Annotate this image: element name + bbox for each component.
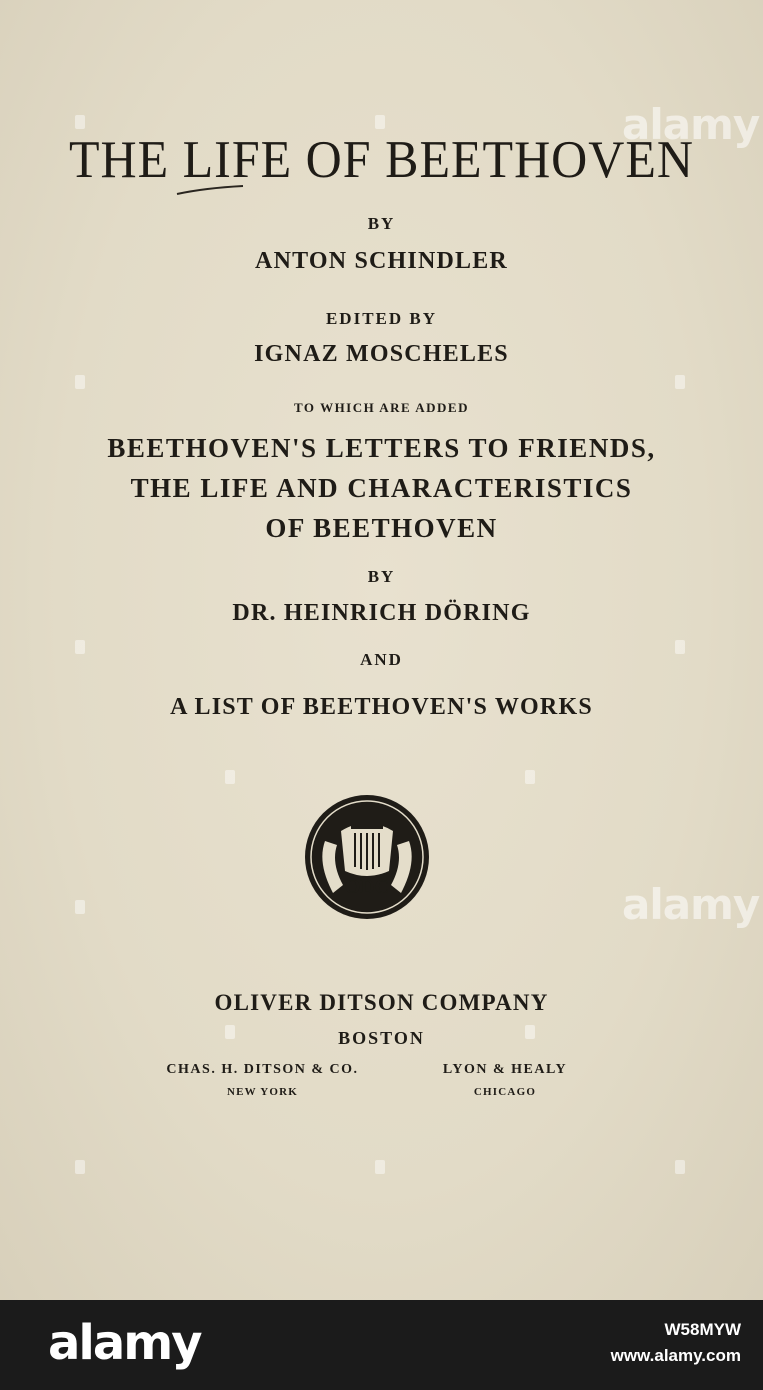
and-label: AND bbox=[360, 650, 403, 669]
editor-name: IGNAZ MOSCHELES bbox=[254, 341, 509, 367]
by-label-2: BY bbox=[367, 567, 396, 586]
watermark-text: alamy bbox=[622, 100, 760, 149]
book-title: THE LIFE OF BEETHOVEN bbox=[68, 129, 695, 189]
watermark-dot bbox=[525, 1025, 535, 1039]
watermark-dot bbox=[375, 1160, 385, 1174]
watermark-dot bbox=[225, 1025, 235, 1039]
watermark-dot bbox=[75, 375, 85, 389]
branch-right-city: CHICAGO bbox=[473, 1086, 537, 1098]
by-label: BY bbox=[367, 214, 396, 233]
alamy-logo: alamy bbox=[48, 1315, 201, 1371]
edited-by-label: EDITED BY bbox=[325, 309, 438, 328]
added-intro: TO WHICH ARE ADDED bbox=[294, 400, 469, 415]
watermark-dot bbox=[375, 115, 385, 129]
image-id: W58MYW bbox=[664, 1320, 741, 1339]
publisher-name: OLIVER DITSON COMPANY bbox=[214, 990, 549, 1015]
publisher-city: BOSTON bbox=[338, 1028, 425, 1048]
watermark-dot bbox=[675, 1160, 685, 1174]
added-line-1: BEETHOVEN'S LETTERS TO FRIENDS, bbox=[107, 433, 656, 463]
watermark-dot bbox=[75, 115, 85, 129]
pencil-underline-mark bbox=[175, 184, 245, 196]
added-line-3: OF BEETHOVEN bbox=[265, 513, 498, 543]
stock-footer-bar bbox=[0, 1300, 763, 1390]
works-line: A LIST OF BEETHOVEN'S WORKS bbox=[170, 694, 593, 720]
site-url: www.alamy.com bbox=[610, 1346, 741, 1365]
watermark-dot bbox=[75, 640, 85, 654]
author-name: ANTON SCHINDLER bbox=[255, 248, 508, 274]
second-author-name: DR. HEINRICH DÖRING bbox=[232, 600, 531, 626]
watermark-dot bbox=[675, 375, 685, 389]
watermark-dot bbox=[225, 770, 235, 784]
watermark-dot bbox=[75, 1160, 85, 1174]
added-line-2: THE LIFE AND CHARACTERISTICS bbox=[130, 473, 633, 503]
watermark-dot bbox=[75, 900, 85, 914]
publisher-seal-icon bbox=[303, 793, 431, 921]
watermark-text-2: alamy bbox=[622, 880, 760, 929]
branch-left-city: NEW YORK bbox=[226, 1086, 299, 1098]
seal-monogram: ODC bbox=[344, 876, 390, 898]
watermark-dot bbox=[525, 770, 535, 784]
watermark-dot bbox=[675, 640, 685, 654]
branch-left-name: CHAS. H. DITSON & CO. bbox=[166, 1062, 359, 1077]
branch-right-name: LYON & HEALY bbox=[442, 1062, 568, 1077]
